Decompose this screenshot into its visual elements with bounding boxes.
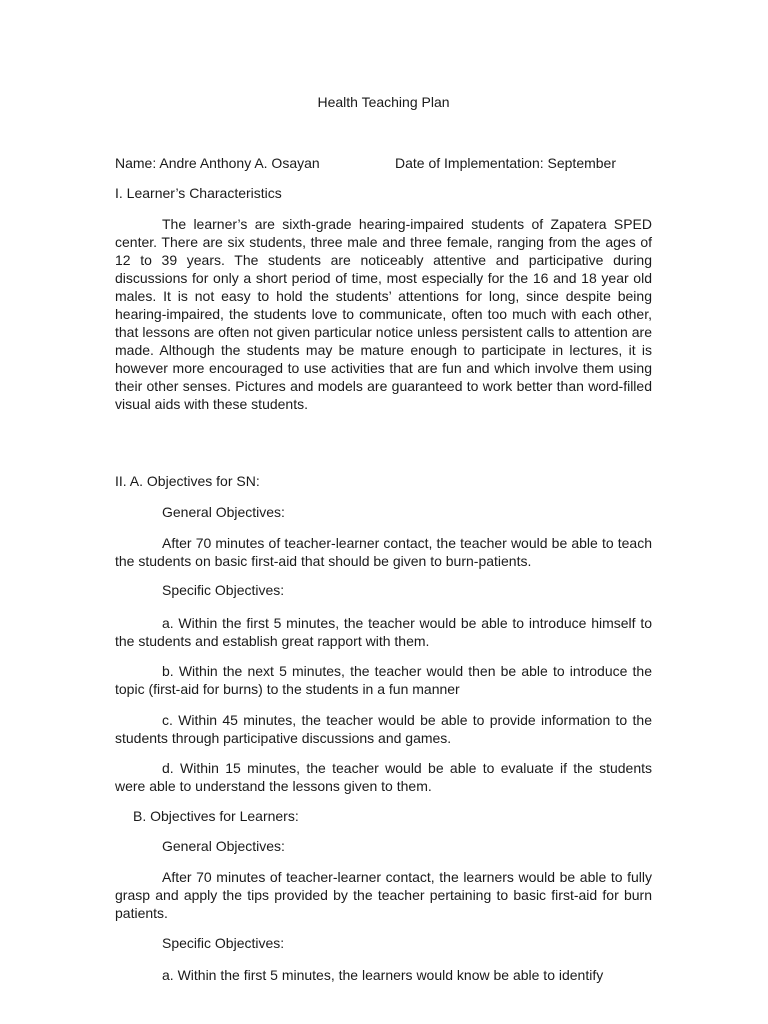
name-date-line: [115, 155, 617, 172]
section-objectives-learners-heading: B. Objectives for Learners:: [133, 808, 299, 824]
general-objectives-label-learners: General Objectives:: [162, 838, 285, 854]
objective-learners-a: a. Within the first 5 minutes, the learners would know be able to identify: [162, 967, 604, 983]
general-objectives-label-sn: General Objectives:: [162, 504, 285, 520]
general-objectives-learners-paragraph: After 70 minutes of teacher-learner contact, the learners would be able to fully grasp and apply the tips provided by the teacher pertaining to basic first-aid for burn patients.: [115, 869, 652, 921]
author-name: Name: Andre Anthony A. Osayan: [115, 155, 320, 171]
implementation-date: Date of Implementation: September: [395, 155, 617, 171]
learner-characteristics-paragraph: The learner’s are sixth-grade hearing-impaired students of Zapatera SPED center. There are six students, three male and three female, ranging from the ages of 12 to 39 years. The students are noticeably attentive and participative during discussions for only a short period of time, most especially for the 16 and 18 year old males. It is not easy to hold the students’ attentions for long, since despite being hearing-impaired, the students love to communicate, often too much with each other, that lessons are often not given particular notice unless persistent calls to attention are made. Although the students may be mature enough to participate in lectures, it is however more encouraged to use activities that are fun and which involve them using their other senses. Pictures and models are guaranteed to work better than word-filled visual aids with these students.: [115, 216, 652, 412]
objective-sn-b: b. Within the next 5 minutes, the teacher would then be able to introduce the topic (first-aid for burns) to the students in a fun manner: [115, 663, 652, 697]
objective-sn-c: c. Within 45 minutes, the teacher would be able to provide information to the students through participative discussions and games.: [115, 712, 652, 746]
section-learner-characteristics-heading: I. Learner’s Characteristics: [115, 185, 282, 201]
document-title: Health Teaching Plan: [317, 94, 450, 110]
specific-objectives-label-sn: Specific Objectives:: [162, 582, 285, 598]
specific-objectives-label-learners: Specific Objectives:: [162, 935, 285, 951]
section-objectives-sn-heading: II. A. Objectives for SN:: [115, 473, 260, 489]
objective-sn-a: a. Within the first 5 minutes, the teacher would be able to introduce himself to the students and establish great rapport with them.: [115, 615, 652, 649]
general-objectives-sn-paragraph: After 70 minutes of teacher-learner contact, the teacher would be able to teach the students on basic first-aid that should be given to burn-patients.: [115, 535, 652, 569]
objective-sn-d: d. Within 15 minutes, the teacher would be able to evaluate if the students were able to understand the lessons given to them.: [115, 760, 652, 794]
